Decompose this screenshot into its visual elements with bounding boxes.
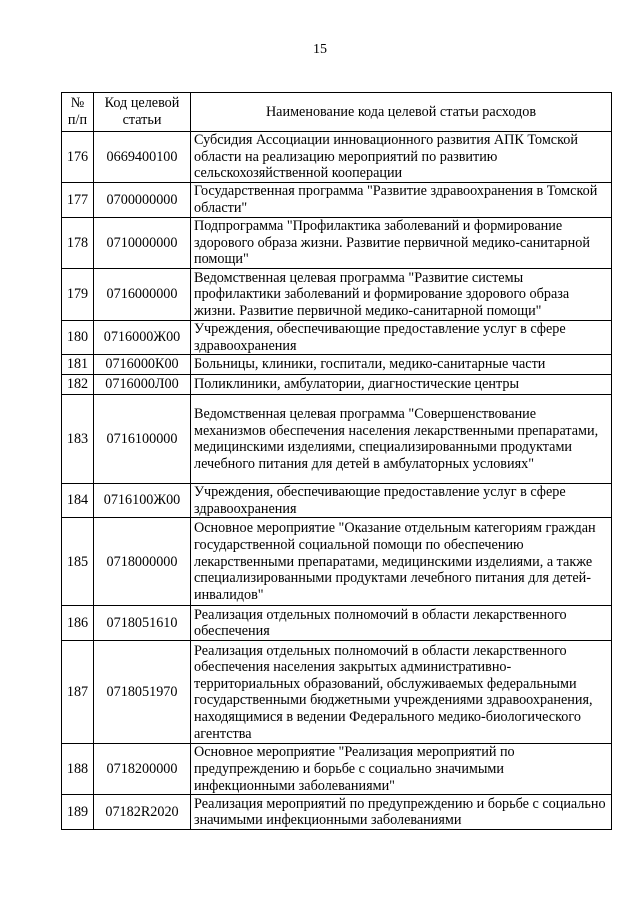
row-code: 0716100000	[94, 395, 191, 484]
target-item-codes-table	[61, 92, 612, 830]
row-name: Учреждения, обеспечивающие предоставление услуг в сфере здравоохранения	[191, 321, 612, 355]
table-row	[62, 355, 612, 375]
row-code: 0718000000	[94, 518, 191, 606]
row-number: 176	[62, 132, 94, 183]
row-code: 0718051610	[94, 606, 191, 641]
row-number: 184	[62, 484, 94, 518]
table-row	[62, 484, 612, 518]
row-number: 187	[62, 641, 94, 744]
row-code: 0716100Ж00	[94, 484, 191, 518]
row-number: 180	[62, 321, 94, 355]
row-name: Основное мероприятие "Реализация мероприятий по предупреждению и борьбе с социально значимыми инфекционными заболеваниями"	[191, 744, 612, 795]
row-name: Поликлиники, амбулатории, диагностические центры	[191, 375, 612, 395]
row-code: 0718051970	[94, 641, 191, 744]
row-name: Реализация мероприятий по предупреждению и борьбе с социально значимыми инфекционными заболеваниями	[191, 795, 612, 830]
row-number: 182	[62, 375, 94, 395]
row-code: 0710000000	[94, 218, 191, 269]
row-name: Учреждения, обеспечивающие предоставление услуг в сфере здравоохранения	[191, 484, 612, 518]
table-row	[62, 183, 612, 218]
table-row	[62, 218, 612, 269]
row-code: 0669400100	[94, 132, 191, 183]
table-row	[62, 795, 612, 830]
row-number: 183	[62, 395, 94, 484]
row-name: Государственная программа "Развитие здравоохранения в Томской области"	[191, 183, 612, 218]
row-name: Реализация отдельных полномочий в области лекарственного обеспечения населения закрытых административно-территориальных образований, обслуживаемых федеральными государственными бюджетными учреждениями здравоохранения, находящимися в ведении Федерального медико-биологического агентства	[191, 641, 612, 744]
row-number: 179	[62, 269, 94, 321]
row-code: 0716000Л00	[94, 375, 191, 395]
table-row	[62, 518, 612, 606]
table-row	[62, 395, 612, 484]
table-row	[62, 744, 612, 795]
row-number: 188	[62, 744, 94, 795]
row-name: Субсидия Ассоциации инновационного развития АПК Томской области на реализацию мероприятий по развитию сельскохозяйственной кооперации	[191, 132, 612, 183]
row-code: 0716000000	[94, 269, 191, 321]
header-number: № п/п	[62, 93, 94, 132]
row-number: 186	[62, 606, 94, 641]
row-name: Ведомственная целевая программа "Совершенствование механизмов обеспечения населения лекарственными препаратами, медицинскими изделиями, специализированными продуктами лечебного питания для детей в амбулаторных условиях"	[191, 395, 612, 484]
row-name: Подпрограмма "Профилактика заболеваний и формирование здорового образа жизни. Развитие первичной медико-санитарной помощи"	[191, 218, 612, 269]
row-name: Ведомственная целевая программа "Развитие системы профилактики заболеваний и формирование здорового образа жизни. Развитие первичной медико-санитарной помощи"	[191, 269, 612, 321]
page-number: 15	[313, 42, 327, 57]
row-number: 178	[62, 218, 94, 269]
row-code: 0718200000	[94, 744, 191, 795]
row-number: 189	[62, 795, 94, 830]
table-row	[62, 269, 612, 321]
row-number: 185	[62, 518, 94, 606]
row-number: 181	[62, 355, 94, 375]
table-row	[62, 641, 612, 744]
table-row	[62, 132, 612, 183]
row-name: Основное мероприятие "Оказание отдельным категориям граждан государственной социальной помощи по обеспечению лекарственными препаратами, медицинскими изделиями, а также специализированными продуктами лечебного питания для детей-инвалидов"	[191, 518, 612, 606]
table-header-row	[62, 93, 612, 132]
row-name: Реализация отдельных полномочий в области лекарственного обеспечения	[191, 606, 612, 641]
header-name: Наименование кода целевой статьи расходов	[191, 93, 612, 132]
row-name: Больницы, клиники, госпитали, медико-санитарные части	[191, 355, 612, 375]
row-code: 0700000000	[94, 183, 191, 218]
table-row	[62, 606, 612, 641]
table-row	[62, 375, 612, 395]
row-number: 177	[62, 183, 94, 218]
row-code: 0716000К00	[94, 355, 191, 375]
row-code: 0716000Ж00	[94, 321, 191, 355]
table-row	[62, 321, 612, 355]
header-code: Код целевой статьи	[94, 93, 191, 132]
row-code: 07182R2020	[94, 795, 191, 830]
